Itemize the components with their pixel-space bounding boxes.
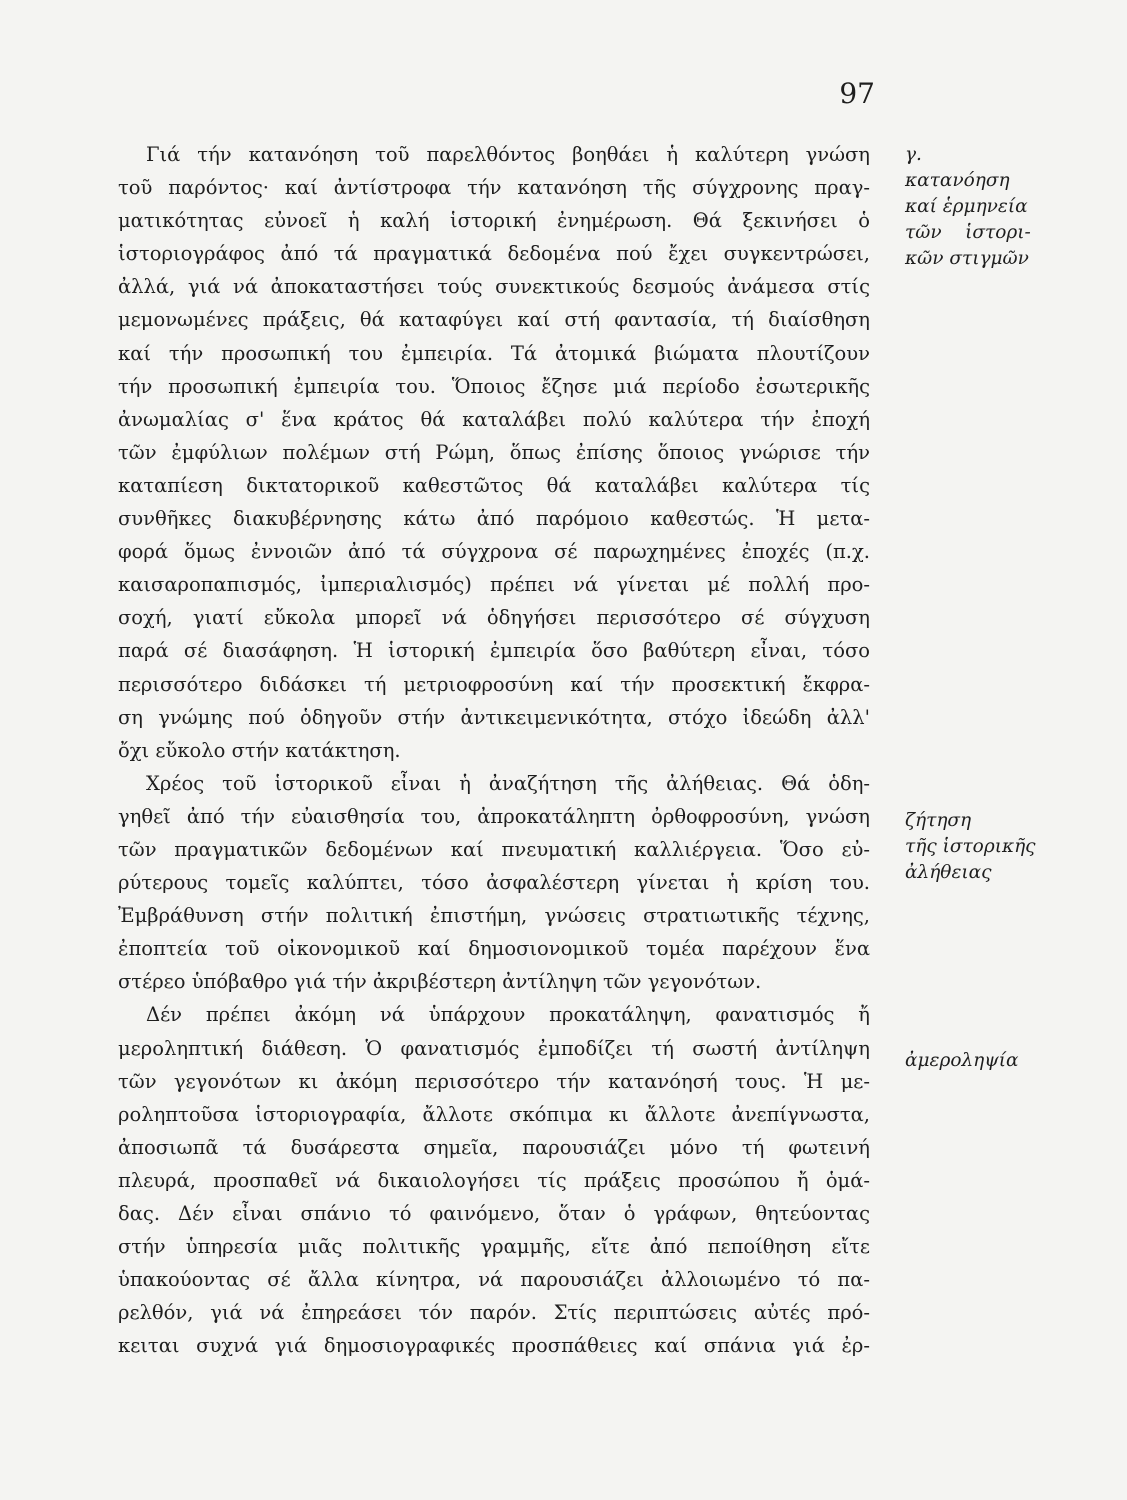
text-line: περισσότερο διδάσκει τή μετριοφροσύνη καί τήν προσεκτική ἔκφρα- [118,672,870,696]
margin-note [905,808,1075,886]
margin-note-line: ἀλήθειας [905,862,992,883]
text-line: ἐποπτεία τοῦ οἰκονομικοῦ καί δημοσιονομικοῦ τομέα παρέχουν ἕνα [118,937,870,961]
text-line: Ἐμβράθυνση στήν πολιτική ἐπιστήμη, γνώσεις στρατιωτικῆς τέχνης, [118,904,870,928]
text-line: κειται συχνά γιά δημοσιογραφικές προσπάθειες καί σπάνια γιά ἐρ- [118,1334,870,1358]
margin-note-line: καί ἑρμηνεία [905,196,1028,217]
text-line: Γιά τήν κατανόηση τοῦ παρελθόντος βοηθάει ἡ καλύτερη γνώση [146,143,870,166]
paragraph [118,998,870,1362]
text-line: ἀνωμαλίας σ' ἕνα κράτος θά καταλάβει πολύ καλύτερα τήν ἐποχή [118,407,870,431]
text-line: δας. Δέν εἶναι σπάνιο τό φαινόμενο, ὅταν ὁ γράφων, θητεύοντας [118,1202,870,1225]
text-line: καισαροπαπισμός, ἰμπεριαλισμός) πρέπει νά γίνεται μέ πολλή προ- [118,573,870,597]
paragraph [118,767,870,999]
margin-note-line: κῶν στιγμῶν [905,248,1029,269]
text-line: τῶν γεγονότων κι ἀκόμη περισσότερο τήν κατανόησή τους. Ἡ με- [118,1069,870,1093]
margin-note-line: γ. [905,144,922,165]
text-line: παρά σέ διασάφηση. Ἡ ἱστορική ἐμπειρία ὅσο βαθύτερη εἶναι, τόσο [118,639,870,663]
text-line: τήν προσωπική ἐμπειρία του. Ὅποιος ἔζησε μιά περίοδο ἐσωτερικῆς [118,374,870,398]
margin-note-line: τῆς ἱστορικῆς [905,836,1036,857]
margin-note [905,142,1075,272]
text-line: μεροληπτική διάθεση. Ὁ φανατισμός ἐμποδίζει τή σωστή ἀντίληψη [118,1036,870,1060]
text-line: πλευρά, προσπαθεῖ νά δικαιολογήσει τίς πράξεις προσώπου ἤ ὁμά- [118,1168,870,1192]
margin-note-line: τῶν ἱστορι- [905,222,1031,243]
margin-note-line: ζήτηση [905,810,972,831]
body-text [118,138,870,1362]
text-line: ὑπακούοντας σέ ἄλλα κίνητρα, νά παρουσιάζει ἀλλοιωμένο τό πα- [118,1268,870,1292]
text-line: φορά ὅμως ἐννοιῶν ἀπό τά σύγχρονα σέ παρωχημένες ἐποχές (π.χ. [118,540,870,564]
text-line: συνθῆκες διακυβέρνησης κάτω ἀπό παρόμοιο καθεστώς. Ἡ μετα- [118,507,870,531]
paragraph [118,138,870,767]
text-line: ση γνώμης πού ὁδηγοῦν στήν ἀντικειμενικότητα, στόχο ἰδεώδη ἀλλ' [118,705,870,729]
text-line: ἀλλά, γιά νά ἀποκαταστήσει τούς συνεκτικούς δεσμούς ἀνάμεσα στίς [118,275,870,299]
text-line: ματικότητας εὐνοεῖ ἡ καλή ἱστορική ἐνημέρωση. Θά ξεκινήσει ὁ [118,209,870,233]
text-line: σοχή, γιατί εὔκολα μπορεῖ νά ὁδηγήσει περισσότερο σέ σύγχυση [118,606,870,630]
text-line: τῶν ἐμφύλιων πολέμων στή Ρώμη, ὅπως ἐπίσης ὅποιος γνώρισε τήν [118,440,870,464]
page-number: 97 [839,77,875,110]
text-line: τοῦ παρόντος· καί ἀντίστροφα τήν κατανόηση τῆς σύγχρονης πραγ- [118,176,870,200]
text-line: Χρέος τοῦ ἱστορικοῦ εἶναι ἡ ἀναζήτηση τῆς ἀλήθειας. Θά ὁδη- [146,771,870,795]
text-line: τῶν πραγματικῶν δεδομένων καί πνευματική καλλιέργεια. Ὅσο εὐ- [118,837,870,861]
margin-note-line: κατανόηση [905,170,1010,191]
text-line: καί τήν προσωπική του ἐμπειρία. Τά ἀτομικά βιώματα πλουτίζουν [118,341,870,365]
text-line: ρύτερους τομεῖς καλύπτει, τόσο ἀσφαλέστερη γίνεται ἡ κρίση του. [118,871,870,895]
text-line: ἱστοριογράφος ἀπό τά πραγματικά δεδομένα πού ἔχει συγκεντρώσει, [118,242,870,266]
text-line: ροληπτοῦσα ἱστοριογραφία, ἄλλοτε σκόπιμα κι ἄλλοτε ἀνεπίγνωστα, [118,1102,870,1126]
text-line: ὄχι εὔκολο στήν κατάκτηση. [118,738,401,762]
text-line: γηθεῖ ἀπό τήν εὐαισθησία του, ἀπροκατάληπτη ὀρθοφροσύνη, γνώση [118,804,870,828]
text-line: ρελθόν, γιά νά ἐπηρεάσει τόν παρόν. Στίς περιπτώσεις αὐτές πρό- [118,1301,870,1325]
text-line: καταπίεση δικτατορικοῦ καθεστῶτος θά καταλάβει καλύτερα τίς [118,473,870,497]
margin-note-line: ἀμεροληψία [905,1050,1019,1071]
text-line: Δέν πρέπει ἀκόμη νά ὑπάρχουν προκατάληψη, φανατισμός ἤ [146,1003,870,1027]
text-line: ἀποσιωπᾶ τά δυσάρεστα σημεῖα, παρουσιάζει μόνο τή φωτεινή [118,1135,870,1159]
margin-note [905,1048,1075,1074]
text-line: στήν ὑπηρεσία μιᾶς πολιτικῆς γραμμῆς, εἴτε ἀπό πεποίθηση εἴτε [118,1235,870,1259]
text-line: στέρεο ὑπόβαθρο γιά τήν ἀκριβέστερη ἀντίληψη τῶν γεγονότων. [118,970,762,994]
text-line: μεμονωμένες πράξεις, θά καταφύγει καί στή φαντασία, τή διαίσθηση [118,308,870,332]
